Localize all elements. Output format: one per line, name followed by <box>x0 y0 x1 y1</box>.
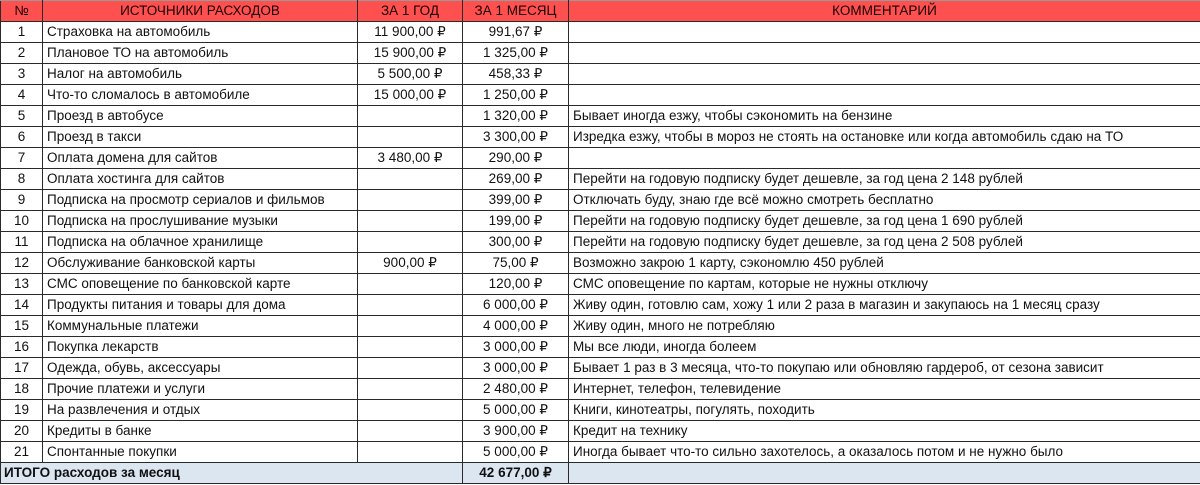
total-month-cell[interactable]: 42 677,00 ₽ <box>463 463 569 484</box>
row-num-cell[interactable]: 10 <box>1 211 43 232</box>
row-year-cell[interactable] <box>358 316 463 337</box>
row-comment-cell[interactable] <box>569 64 1200 85</box>
row-month-cell[interactable]: 2 480,00 ₽ <box>463 379 569 400</box>
row-num-cell[interactable]: 18 <box>1 379 43 400</box>
row-num-cell[interactable]: 13 <box>1 274 43 295</box>
row-year-cell[interactable]: 5 500,00 ₽ <box>358 64 463 85</box>
row-month-cell[interactable]: 269,00 ₽ <box>463 169 569 190</box>
row-month-cell[interactable]: 1 250,00 ₽ <box>463 85 569 106</box>
table-row <box>1 148 1200 169</box>
row-num-cell[interactable]: 2 <box>1 43 43 64</box>
row-month-cell[interactable]: 399,00 ₽ <box>463 190 569 211</box>
header-comment[interactable]: КОММЕНТАРИЙ <box>569 1 1200 22</box>
row-month-cell[interactable]: 120,00 ₽ <box>463 274 569 295</box>
row-comment-cell[interactable]: СМС оповещение по картам, которые не нужны отключу <box>569 274 1200 295</box>
row-comment-cell[interactable]: Мы все люди, иногда болеем <box>569 337 1200 358</box>
row-year-cell[interactable] <box>358 337 463 358</box>
row-source-cell[interactable]: Кредиты в банке <box>43 421 358 442</box>
row-source-cell[interactable]: Подписка на просмотр сериалов и фильмов <box>43 190 358 211</box>
row-num-cell[interactable]: 4 <box>1 85 43 106</box>
table-row <box>1 400 1200 421</box>
row-source-cell[interactable]: Прочие платежи и услуги <box>43 379 358 400</box>
row-comment-cell[interactable]: Интернет, телефон, телевидение <box>569 379 1200 400</box>
table-row <box>1 232 1200 253</box>
row-month-cell[interactable]: 3 000,00 ₽ <box>463 337 569 358</box>
table-row <box>1 379 1200 400</box>
row-month-cell[interactable]: 75,00 ₽ <box>463 253 569 274</box>
row-source-cell[interactable]: Налог на автомобиль <box>43 64 358 85</box>
row-source-cell[interactable]: Что-то сломалось в автомобиле <box>43 85 358 106</box>
table-row <box>1 22 1200 43</box>
row-source-cell[interactable]: Подписка на облачное хранилище <box>43 232 358 253</box>
row-comment-cell[interactable] <box>569 22 1200 43</box>
row-year-cell[interactable] <box>358 127 463 148</box>
row-year-cell[interactable] <box>358 190 463 211</box>
row-source-cell[interactable]: СМС оповещение по банковской карте <box>43 274 358 295</box>
row-year-cell[interactable]: 900,00 ₽ <box>358 253 463 274</box>
table-row <box>1 421 1200 442</box>
row-comment-cell[interactable]: Бывает 1 раз в 3 месяца, что-то покупаю или обновляю гардероб, от сезона зависит <box>569 358 1200 379</box>
row-num-cell[interactable]: 3 <box>1 64 43 85</box>
row-source-cell[interactable]: Оплата домена для сайтов <box>43 148 358 169</box>
row-month-cell[interactable]: 5 000,00 ₽ <box>463 442 569 463</box>
row-year-cell[interactable] <box>358 211 463 232</box>
row-comment-cell[interactable]: Кредит на технику <box>569 421 1200 442</box>
row-source-cell[interactable]: Страховка на автомобиль <box>43 22 358 43</box>
row-source-cell[interactable]: Проезд в автобусе <box>43 106 358 127</box>
row-month-cell[interactable]: 3 300,00 ₽ <box>463 127 569 148</box>
table-row <box>1 169 1200 190</box>
row-source-cell[interactable]: Обслуживание банковской карты <box>43 253 358 274</box>
table-row <box>1 274 1200 295</box>
row-month-cell[interactable]: 6 000,00 ₽ <box>463 295 569 316</box>
row-comment-cell[interactable]: Перейти на годовую подписку будет дешевле, за год цена 1 690 рублей <box>569 211 1200 232</box>
row-num-cell[interactable]: 20 <box>1 421 43 442</box>
row-num-cell[interactable]: 5 <box>1 106 43 127</box>
row-month-cell[interactable]: 3 900,00 ₽ <box>463 421 569 442</box>
row-comment-cell[interactable]: Бывает иногда езжу, чтобы сэкономить на бензине <box>569 106 1200 127</box>
table-row <box>1 85 1200 106</box>
row-comment-cell[interactable]: Живу один, много не потребляю <box>569 316 1200 337</box>
row-source-cell[interactable]: Коммунальные платежи <box>43 316 358 337</box>
row-year-cell[interactable] <box>358 106 463 127</box>
row-num-cell[interactable]: 11 <box>1 232 43 253</box>
row-month-cell[interactable]: 1 320,00 ₽ <box>463 106 569 127</box>
total-row <box>1 463 1200 484</box>
row-year-cell[interactable] <box>358 232 463 253</box>
row-source-cell[interactable]: Продукты питания и товары для дома <box>43 295 358 316</box>
row-num-cell[interactable]: 15 <box>1 316 43 337</box>
table-row <box>1 64 1200 85</box>
header-source[interactable]: ИСТОЧНИКИ РАСХОДОВ <box>43 1 358 22</box>
row-year-cell[interactable] <box>358 421 463 442</box>
row-year-cell[interactable]: 15 900,00 ₽ <box>358 43 463 64</box>
table-row <box>1 253 1200 274</box>
row-comment-cell[interactable]: Живу один, готовлю сам, хожу 1 или 2 раза в магазин и закупаюсь на 1 месяц сразу <box>569 295 1200 316</box>
row-num-cell[interactable]: 1 <box>1 22 43 43</box>
row-month-cell[interactable]: 991,67 ₽ <box>463 22 569 43</box>
row-month-cell[interactable]: 3 000,00 ₽ <box>463 358 569 379</box>
row-year-cell[interactable]: 15 000,00 ₽ <box>358 85 463 106</box>
row-num-cell[interactable]: 19 <box>1 400 43 421</box>
row-month-cell[interactable]: 458,33 ₽ <box>463 64 569 85</box>
row-num-cell[interactable]: 6 <box>1 127 43 148</box>
row-source-cell[interactable]: Покупка лекарств <box>43 337 358 358</box>
row-num-cell[interactable]: 14 <box>1 295 43 316</box>
table-body <box>1 22 1200 463</box>
row-comment-cell[interactable]: Отключать буду, знаю где всё можно смотреть бесплатно <box>569 190 1200 211</box>
table-row <box>1 190 1200 211</box>
table-row <box>1 211 1200 232</box>
row-year-cell[interactable] <box>358 295 463 316</box>
row-year-cell[interactable] <box>358 442 463 463</box>
row-num-cell[interactable]: 7 <box>1 148 43 169</box>
total-comment-cell[interactable] <box>569 463 1200 484</box>
row-month-cell[interactable]: 290,00 ₽ <box>463 148 569 169</box>
row-year-cell[interactable]: 11 900,00 ₽ <box>358 22 463 43</box>
row-comment-cell[interactable] <box>569 43 1200 64</box>
row-month-cell[interactable]: 4 000,00 ₽ <box>463 316 569 337</box>
row-comment-cell[interactable]: Изредка езжу, чтобы в мороз не стоять на остановке или когда автомобиль сдаю на ТО <box>569 127 1200 148</box>
row-source-cell[interactable]: На развлечения и отдых <box>43 400 358 421</box>
row-year-cell[interactable] <box>358 169 463 190</box>
row-source-cell[interactable]: Проезд в такси <box>43 127 358 148</box>
row-year-cell[interactable]: 3 480,00 ₽ <box>358 148 463 169</box>
row-source-cell[interactable]: Плановое ТО на автомобиль <box>43 43 358 64</box>
table-row <box>1 337 1200 358</box>
header-year[interactable]: ЗА 1 ГОД <box>358 1 463 22</box>
row-month-cell[interactable]: 199,00 ₽ <box>463 211 569 232</box>
row-source-cell[interactable]: Подписка на прослушивание музыки <box>43 211 358 232</box>
row-year-cell[interactable] <box>358 274 463 295</box>
row-num-cell[interactable]: 9 <box>1 190 43 211</box>
table-row <box>1 127 1200 148</box>
row-comment-cell[interactable]: Возможно закрою 1 карту, сэкономлю 450 рублей <box>569 253 1200 274</box>
row-month-cell[interactable]: 300,00 ₽ <box>463 232 569 253</box>
row-num-cell[interactable]: 12 <box>1 253 43 274</box>
table-row <box>1 358 1200 379</box>
row-year-cell[interactable] <box>358 358 463 379</box>
row-source-cell[interactable]: Оплата хостинга для сайтов <box>43 169 358 190</box>
table-row <box>1 106 1200 127</box>
table-row <box>1 43 1200 64</box>
row-year-cell[interactable] <box>358 400 463 421</box>
table-row <box>1 442 1200 463</box>
total-label-cell[interactable]: ИТОГО расходов за месяц <box>1 463 463 484</box>
row-comment-cell[interactable]: Иногда бывает что-то сильно захотелось, а оказалось потом и не нужно было <box>569 442 1200 463</box>
row-comment-cell[interactable]: Книги, кинотеатры, погулять, походить <box>569 400 1200 421</box>
header-month[interactable]: ЗА 1 МЕСЯЦ <box>463 1 569 22</box>
row-year-cell[interactable] <box>358 379 463 400</box>
row-month-cell[interactable]: 1 325,00 ₽ <box>463 43 569 64</box>
row-num-cell[interactable]: 17 <box>1 358 43 379</box>
row-num-cell[interactable]: 16 <box>1 337 43 358</box>
row-source-cell[interactable]: Спонтанные покупки <box>43 442 358 463</box>
row-comment-cell[interactable] <box>569 85 1200 106</box>
row-source-cell[interactable]: Одежда, обувь, аксессуары <box>43 358 358 379</box>
row-comment-cell[interactable]: Перейти на годовую подписку будет дешевле, за год цена 2 508 рублей <box>569 232 1200 253</box>
row-num-cell[interactable]: 21 <box>1 442 43 463</box>
header-row <box>1 1 1200 22</box>
table-row <box>1 316 1200 337</box>
row-comment-cell[interactable] <box>569 148 1200 169</box>
row-num-cell[interactable]: 8 <box>1 169 43 190</box>
row-month-cell[interactable]: 5 000,00 ₽ <box>463 400 569 421</box>
header-num[interactable]: № <box>1 1 43 22</box>
table-row <box>1 295 1200 316</box>
row-comment-cell[interactable]: Перейти на годовую подписку будет дешевле, за год цена 2 148 рублей <box>569 169 1200 190</box>
